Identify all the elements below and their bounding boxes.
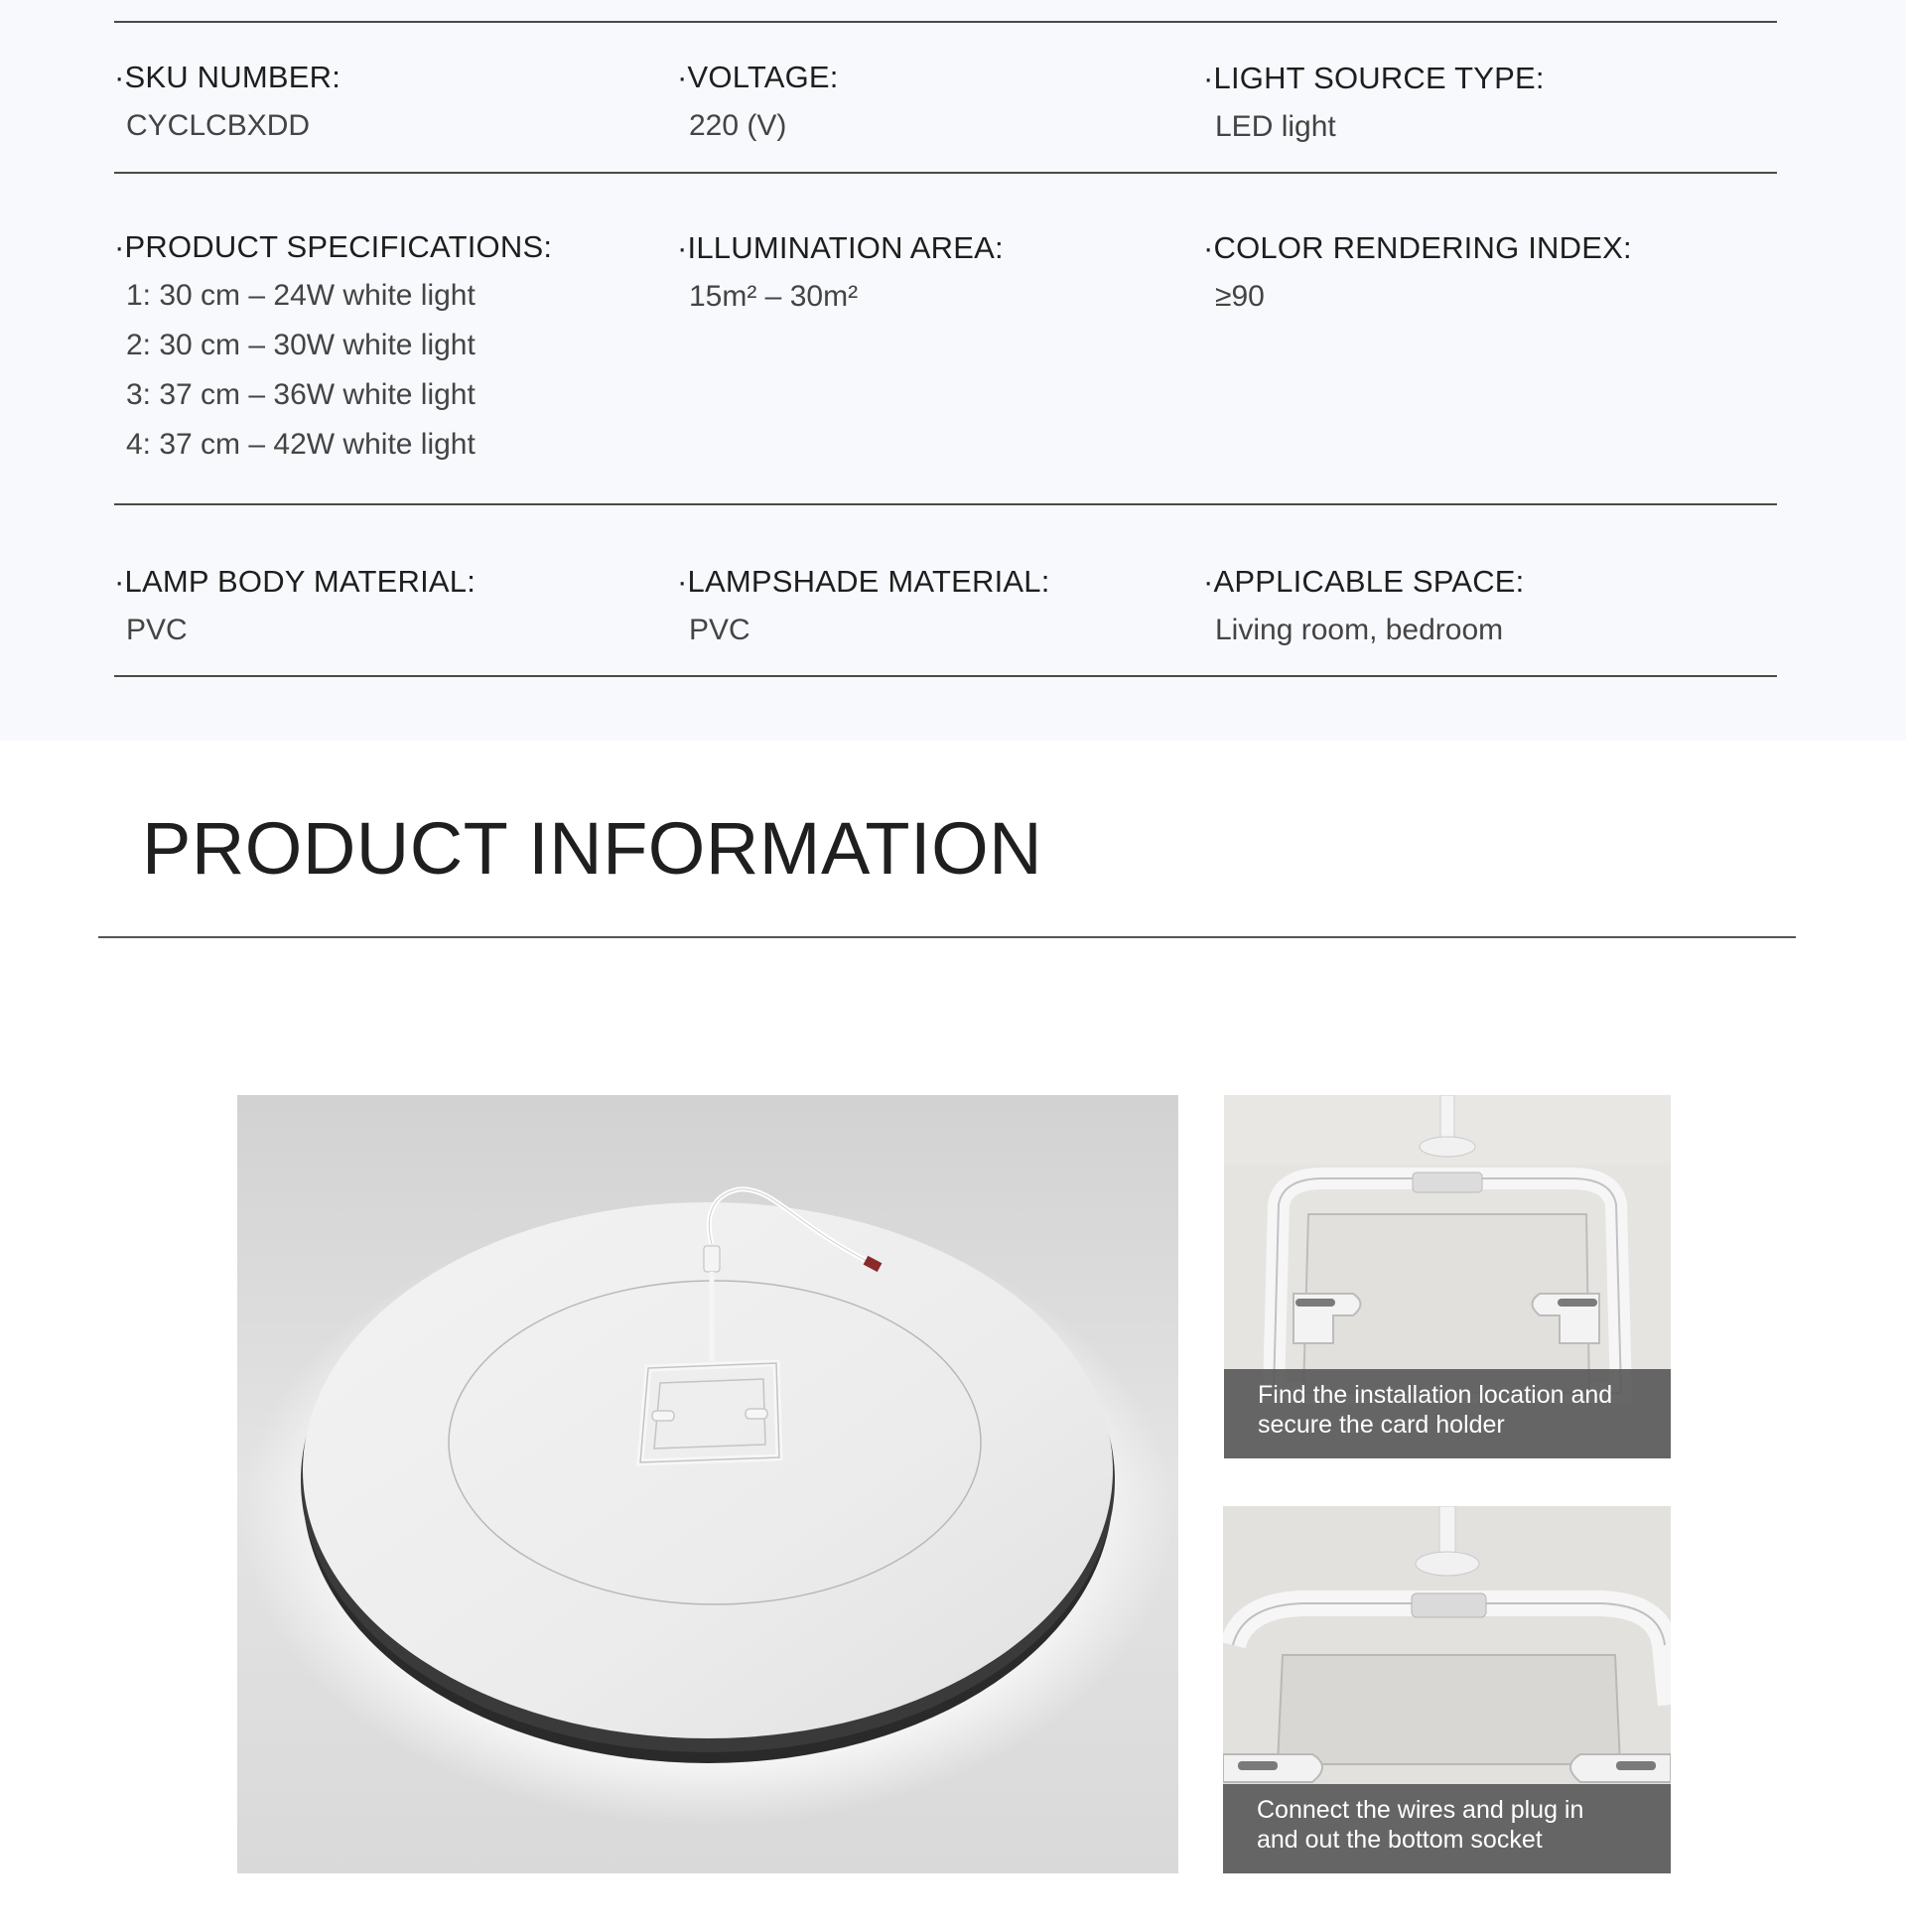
step-caption: Connect the wires and plug in and out the bottom socket: [1223, 1784, 1671, 1873]
spec-value: 3: 37 cm – 36W white light: [126, 378, 476, 411]
spec-label: ·SKU NUMBER:: [114, 60, 341, 94]
spec-applicable-space: [1203, 564, 1525, 655]
spec-value: PVC: [689, 614, 750, 646]
spec-label: ·ILLUMINATION AREA:: [677, 230, 1004, 265]
section-title: PRODUCT INFORMATION: [142, 807, 1043, 890]
step-caption: Find the installation location and secure the card holder: [1224, 1369, 1671, 1458]
spec-value: CYCLCBXDD: [126, 109, 311, 142]
spec-value: 4: 37 cm – 42W white light: [126, 428, 476, 461]
spec-lamp-body-material: [114, 564, 476, 655]
spec-value: Living room, bedroom: [1215, 614, 1504, 646]
product-main-image: [237, 1095, 1178, 1873]
spec-value: 15m² – 30m²: [689, 280, 859, 313]
spec-label: ·VOLTAGE:: [677, 60, 839, 94]
spec-label: ·LAMPSHADE MATERIAL:: [677, 564, 1050, 599]
spec-light-source: [1203, 61, 1545, 152]
spec-illumination-area: [677, 230, 1004, 322]
ceiling-lamp-illustration: [237, 1095, 1178, 1873]
spec-label: ·LAMP BODY MATERIAL:: [114, 564, 476, 599]
spec-product-specifications: [114, 229, 552, 470]
spec-label: ·LIGHT SOURCE TYPE:: [1203, 61, 1545, 95]
divider: [114, 503, 1777, 505]
spec-label: ·APPLICABLE SPACE:: [1203, 564, 1525, 599]
spec-voltage: [677, 60, 839, 151]
specifications-section: [0, 0, 1906, 741]
divider: [114, 675, 1777, 677]
spec-value: 220 (V): [689, 109, 787, 142]
spec-label: ·PRODUCT SPECIFICATIONS:: [114, 229, 553, 264]
spec-color-rendering-index: [1203, 230, 1632, 322]
spec-value: LED light: [1215, 110, 1336, 143]
divider: [114, 172, 1777, 174]
divider: [114, 21, 1777, 23]
spec-value: ≥90: [1215, 280, 1265, 313]
section-title-divider: [98, 936, 1796, 938]
spec-value: 1: 30 cm – 24W white light: [126, 279, 476, 312]
spec-value: PVC: [126, 614, 188, 646]
spec-sku: [114, 60, 340, 151]
spec-label: ·COLOR RENDERING INDEX:: [1203, 230, 1632, 265]
spec-value: 2: 30 cm – 30W white light: [126, 329, 476, 361]
spec-lampshade-material: [677, 564, 1050, 655]
step-image-2: [1223, 1506, 1671, 1873]
step-image-1: [1224, 1095, 1671, 1458]
